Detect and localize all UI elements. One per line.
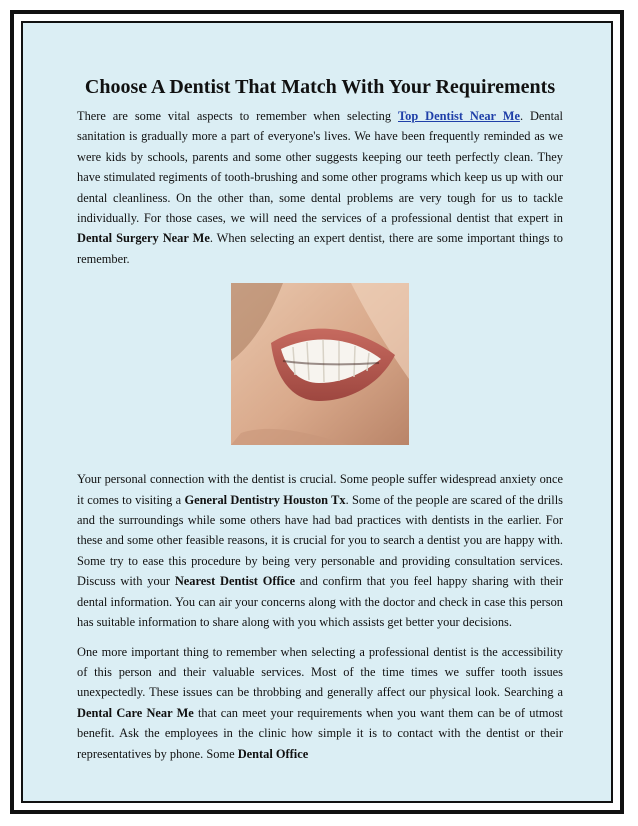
dental-office-text: Dental Office	[237, 746, 309, 761]
paragraph-1	[77, 106, 563, 269]
p3-text-1: One more important thing to remember when selecting a professional dentist is the accessibility of this person and their valuable services. Most of the time times we suffer tooth issues unexpectedly. These issues can be throbbing and generally affect our physical look. Searching a	[77, 644, 563, 700]
p2-text-3: and confirm that you feel happy sharing with their dental information. You can air your concerns along with the doctor and check in case this person has suitable information to share along with you which assists get better your decisions.	[77, 574, 564, 630]
dental-surgery-near-me-text: Dental Surgery Near Me	[77, 231, 210, 246]
p1-text-2: . Dental sanitation is gradually more a part of everyone's lives. We have been frequently reminded as we were kids by schools, parents and some other suggests keeping our teeth perfectly clean. They have stimulated regiments of tooth-brushing and some other programs which keep us up with our dental cleanliness. On the other than, some dental problems are very tough for us to tackle individually. For those cases, we will need the services of a professional dentist that expert in	[77, 109, 563, 226]
general-dentistry-houston-text: General Dentistry Houston Tx	[184, 492, 346, 507]
document-body	[77, 72, 563, 773]
nearest-dentist-office-text: Nearest Dentist Office	[174, 574, 296, 589]
p1-text-3: . When selecting an expert dentist, there are some important things to remember.	[77, 231, 564, 266]
top-dentist-near-me-link[interactable]: Top Dentist Near Me	[398, 109, 520, 123]
paragraph-3	[77, 642, 563, 764]
paragraph-2	[77, 469, 563, 632]
document-title: Choose A Dentist That Match With Your Requirements	[84, 76, 556, 98]
p2-text-1: Your personal connection with the dentist is crucial. Some people suffer widespread anxiety once it comes to visiting a	[77, 472, 563, 507]
p1-text-1: There are some vital aspects to remember when selecting	[77, 109, 398, 123]
smile-teeth-photo	[231, 283, 409, 445]
p2-text-2: . Some of the people are scared of the drills and the surroundings while some others have had bad practices with dentists in the earlier. For these and some other feasible reasons, it is crucial for you to search a dentist you are happy with. Some try to ease this procedure by being very personable and providing consultation services. Discuss with your	[77, 492, 563, 589]
p3-text-2: that can meet your requirements when you want them can be of utmost benefit. Ask the employees in the clinic how simple it is to contact with the dentist or their representatives by phone. Some	[77, 705, 564, 761]
dental-care-near-me-text: Dental Care Near Me	[77, 705, 194, 720]
